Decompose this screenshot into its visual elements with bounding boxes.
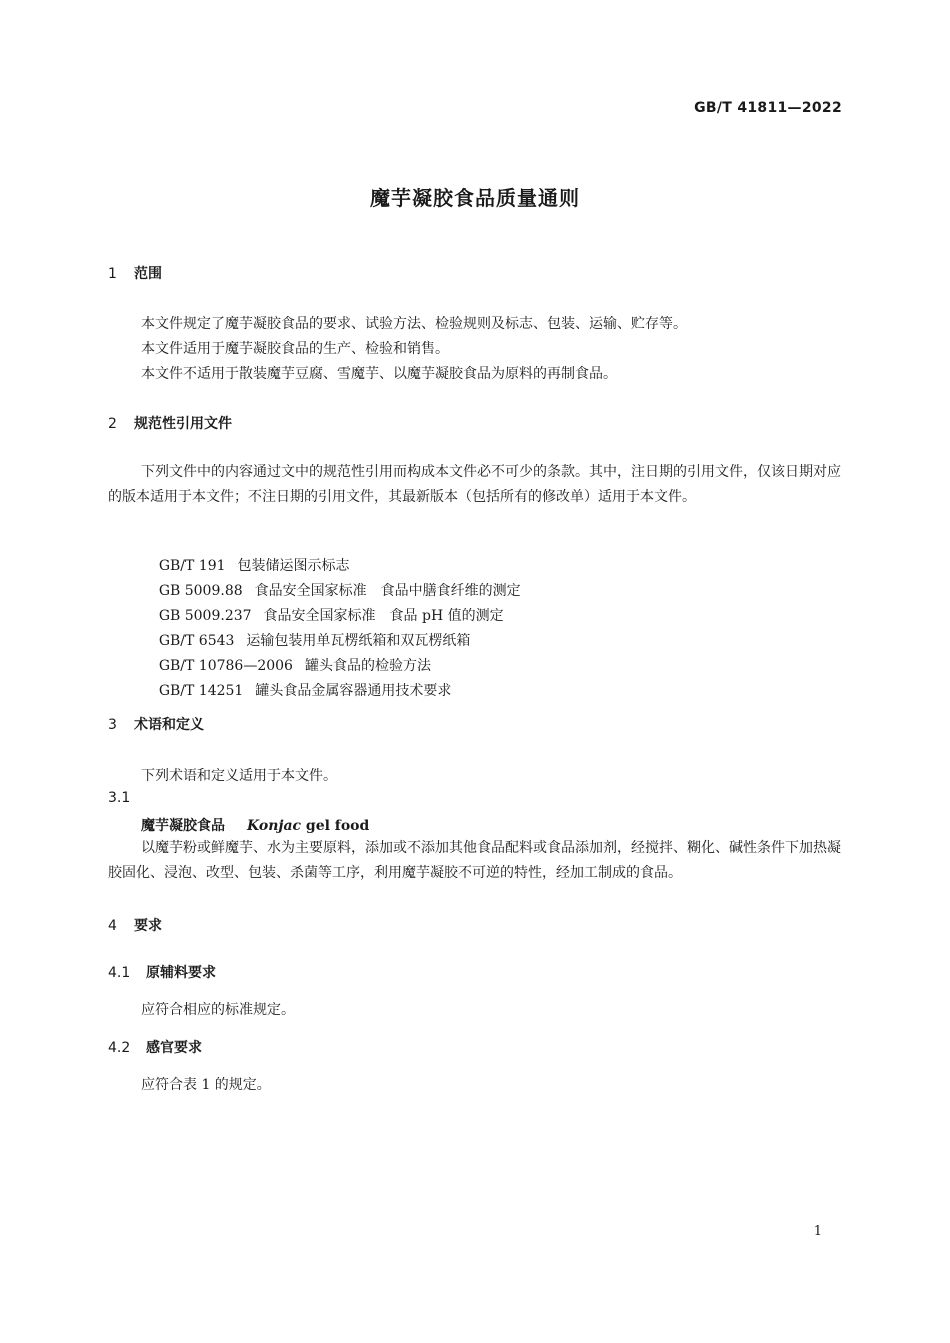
normative-refs-intro: 下列文件中的内容通过文中的规范性引用而构成本文件必不可少的条款。其中，注日期的引用文件，仅该日期对应的版本适用于本文件；不注日期的引用文件，其最新版本（包括所有的修改单）适用于本文件。 (108, 464, 841, 505)
page-number: 1 (813, 1224, 822, 1239)
term-name-en-italic: Konjac (247, 818, 302, 834)
section-number: 2 (108, 416, 117, 432)
sensory-text: 应符合表 1 的规定。 (141, 1077, 271, 1093)
subsection-title: 感官要求 (146, 1040, 202, 1056)
reference-code: GB 5009.237 (158, 608, 252, 624)
reference-title: 食品安全国家标准 食品 pH 值的测定 (263, 608, 504, 624)
terms-intro: 下列术语和定义适用于本文件。 (141, 768, 337, 784)
term-name-zh: 魔芋凝胶食品 (141, 818, 225, 834)
section-heading-scope (108, 263, 162, 283)
reference-code: GB/T 6543 (158, 633, 235, 649)
scope-paragraph-2: 本文件适用于魔芋凝胶食品的生产、检验和销售。 (141, 341, 449, 357)
reference-title: 罐头食品金属容器通用技术要求 (255, 683, 452, 699)
section-number: 1 (108, 266, 117, 282)
section-number: 3 (108, 717, 117, 733)
subsection-number: 4.2 (108, 1040, 131, 1056)
section-title: 规范性引用文件 (134, 416, 232, 432)
standard-number: GB/T 41811—2022 (694, 100, 842, 116)
term-entry (141, 815, 369, 835)
subsection-heading-raw-materials (108, 962, 216, 982)
reference-code: GB 5009.88 (158, 583, 243, 599)
scope-paragraph-3: 本文件不适用于散装魔芋豆腐、雪魔芋、以魔芋凝胶食品为原料的再制食品。 (141, 366, 617, 382)
section-heading-normative-references (108, 413, 232, 433)
document-title: 魔芋凝胶食品质量通则 (370, 186, 580, 210)
section-number: 4 (108, 918, 117, 934)
reference-title: 食品安全国家标准 食品中膳食纤维的测定 (254, 583, 521, 599)
reference-item (141, 664, 451, 716)
raw-materials-text: 应符合相应的标准规定。 (141, 1002, 295, 1018)
reference-title: 包装储运图示标志 (237, 558, 350, 574)
scope-paragraph-1: 本文件规定了魔芋凝胶食品的要求、试验方法、检验规则及标志、包装、运输、贮存等。 (141, 316, 687, 332)
section-title: 范围 (134, 266, 162, 282)
subsection-heading-sensory (108, 1037, 202, 1057)
section-heading-terms (108, 714, 204, 734)
section-title: 术语和定义 (134, 717, 204, 733)
term-name-en: gel food (301, 818, 370, 834)
section-heading-requirements (108, 915, 162, 935)
subsection-title: 原辅料要求 (146, 965, 216, 981)
term-number: 3.1 (108, 790, 131, 806)
reference-code: GB/T 10786—2006 (158, 658, 293, 674)
subsection-number: 4.1 (108, 965, 131, 981)
reference-code: GB/T 191 (158, 558, 226, 574)
term-definition: 以魔芋粉或鲜魔芋、水为主要原料，添加或不添加其他食品配料或食品添加剂，经搅拌、糊化、碱性条件下加热凝胶固化、浸泡、改型、包装、杀菌等工序，利用魔芋凝胶不可逆的特性，经加工制成的食品。 (108, 840, 841, 881)
reference-code: GB/T 14251 (158, 683, 244, 699)
section-title: 要求 (134, 918, 162, 934)
reference-title: 罐头食品的检验方法 (304, 658, 431, 674)
reference-title: 运输包装用单瓦楞纸箱和双瓦楞纸箱 (246, 633, 471, 649)
